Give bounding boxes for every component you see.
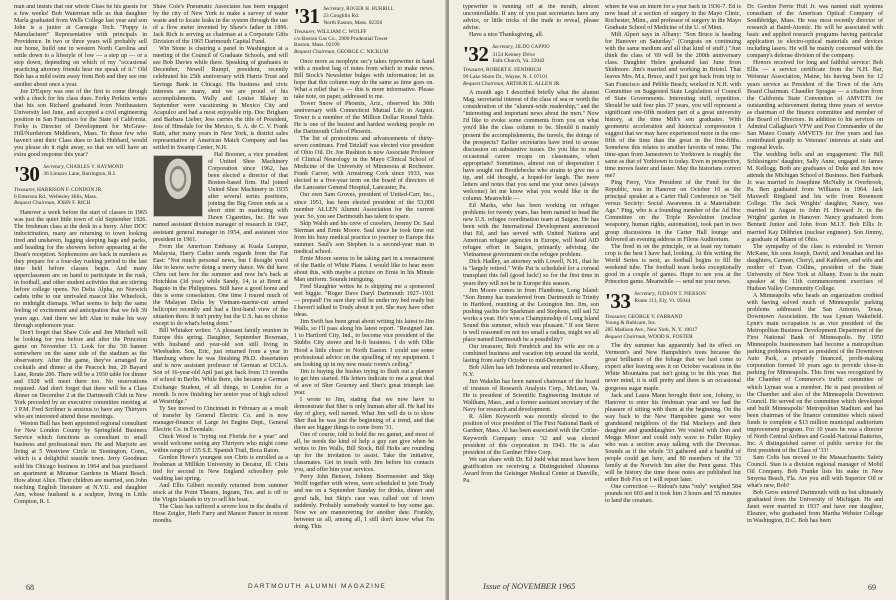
class-header-1933 — [605, 288, 741, 313]
paragraph: Hanover a week before the start of classes in 1965 was just the quiet little town of old September 1926. The freshman class at the desk in a hurry. After DOC indoctrination, many are returning to town looking tired and unshaven, lugging sleeping bags and packs, and heading for the showers before appearing at the Dean's reception. Sophomores are back in numbers as they prepare for a four-day rushing period to the last time held before classes begin. And many upperclassmen are on hand to participate in the rush, in football, and other student activities that are stirring before college opens. No Delta Alpha, no Norwich cadets tribe to our unrivaled mascot like Wheelock, no midnight dismaps. What seems to help the same feeling of excitement and anticipation that we felt 39 years ago. And there we left Alan to make his way through sophomore year. — [14, 209, 147, 329]
paragraph: Win Stone is chairing a panel in Washington at a meeting of the Council of Graduate Schools, and will see Bob Davies while there. Speaking of graduates in December, Newell Rumpf, president, recently celebrated his 25th anniversary with Harris Trust and Savings Bank in Chicago. His business and civic interests are many, and we are proud of his accomplishments. Wally and Louise Blakey in September were vacationing in Mexico City and Acapulco and had a most enjoyable trip. Doc Brigham and Barbara Lieber, Jess carries the title of President, Jess of Hinsdale for the Mexico, S. A. de C. V. Frank Ratti, after many years in New York, is district sales representative of American Match Company and has settled in Swamp Center, N.H. — [153, 46, 288, 151]
class-officers: Secretary, ROGER H. BURRILL 23 Coughlin Rd. North Easton, Mass. 02356 — [323, 6, 395, 26]
paragraph: Jim Swift has been great about writing his latest to Jim Walls, so I'll pass along his latest report. "Resigned Jan. 1 to Hartford City, Ind., to become vice president of the Stubbs City stereo and hi-fi business. I do with Ollie Hood a little closer to North Easton. I could use some professional advice on the upselling of my equipment. I am looking up in my new music room's ceiling." — [294, 319, 434, 368]
bequest-line: Bequest Chairman, GEORGE C. NICKUM — [294, 49, 389, 55]
class-year: '31 — [294, 4, 320, 28]
paragraph: typewriter is running off at the mouth, almost uncontrollable. If any of you past secretaries have any advice, or little tricks of the trade to reveal, please advise. — [463, 4, 599, 32]
paragraph: Bob Allen has left Indonesia and returned to Albany, N.Y. — [463, 365, 599, 379]
bequest-line: Bequest Chairman, WOOD K. FOSTER — [605, 333, 693, 340]
paragraph: Dr. Gordon Ferrie Hull Jr. was named staff systems consultant of the American Optical Company of Southbridge, Mass. He was most recently director of research at Baird-Atomic. He will be associated with basic and applied research programs having particular application to electro-optical materials and devices including lasers. He will be mainly concerned with the company's defense division of the company. — [747, 4, 883, 60]
paragraph: man and insists that our whole Class be his guests for a few weeks! Bob Waterman tells us that daughter Marla graduated from Wells College last year and son John is a junior at Carnegie Tech. "Puppy is Manufacturer" Representative with principals in Providence. In two or three years will probably sell our home, build one in western North Carolina and settle down to a lifestyle of low — a step up — or a step down, depending on which of my "occasional practicing attorney friends hear me speak of it." Old Bob has a mild swim away from Bob and they see one another about once a year. — [14, 4, 147, 88]
class-header-1930 — [14, 162, 147, 187]
paragraph: Our own Sam Groves, president of United-Carr, Inc., since 1951, has been elected president of the 53,000 member ALLEN Alumni Association for the current year. So, you see Dartmouth has talent to spare. — [294, 192, 434, 220]
class-officers: Secretary, CHARLES V. RAYMOND 36 Linnaro Lane, Barrington, R.I. — [43, 164, 124, 178]
paragraph: Weston Bull has been appointed regional consultant for New London County by Springfield Business Service which functions as consultant to small business and professional men. He and Marjorie are living at 5 Westview Circle in Stonington, Conn., which is a delightful seaside town. Jerry Goodman sold his Chicago business in 1964 and has purchased an apartment at Miramar Gardens in Miami Beach. How about Alice. Their children are married, son John teaching English literature at N.Y.U. and daughter Ann, whose husband is a sculptor, living in Little Compton, R. I. — [14, 421, 147, 505]
paragraph: Ed Marks, who has been working on refugee problems for twenty years, has been named to head the new U.S. refugee coordination team at Saigon. He has been with the International Development announced that Ed, and has served with United Nations and American refugee agencies in Europe, will head AID refugee effort in Saigon, primarily advising the Vietnamese government on the refugee problem. — [463, 202, 599, 259]
paragraph: The sympathy of the class is extended to Vernon McKane, his sons Joseph, David, and Jonathan and his daughters, Carmen, Cheryl, and Kathleen, and wife and mother of Evan Collins, president of the State University of New York at Albany. Evan is the main speaker at the 11th commencement exercises of Hudson Valley Community College. — [747, 243, 883, 292]
paragraph: Ernie Moore seems to be taking part in a reenactment of the Battle of White Plains. I would like to hear more about this, with maybe a picture on Ernie in his Minute Man uniform. Sounds intriguing. — [294, 255, 434, 284]
paragraph: Shaw Cole's Pneumatic Associates has been engaged by the city of New York to make a survey of water waste and to locate leaks in the system through the use of a flow meter invented by Shaw's father in 1896. Jack Rich is serving as chairman at a Corporate Gifts Division of the 1965 Dartmouth Capital Fund. — [153, 4, 288, 46]
class-header-1932 — [463, 42, 599, 67]
right-column-2 — [605, 4, 741, 576]
paragraph: Sam Colts has moved to the Massachusetts Safety Council. Stan is a division regional manager of Mobil Oil Company. Bob Franke lists his stake in New Smyrna Beach, Fla. Are you still with Superior Oil or what's new, Bob? — [747, 455, 883, 490]
paragraph: Joe D'Espoy was one of the first to come through with a check for his class dues. Forky Perkins writes that his son Richard graduated from Northeastern University last June, and accepted a civil engineering position in San Francisco for the State of California. Forky is Director of Development for McGraw-Hill/Nurdstrom Middlesex, Mass. To those few who haven't sent their Class dues to Jack Hubbard, would you please do it right away, so that we will have an extra good response this year? — [14, 88, 147, 158]
paragraph: Dick Hadley, an attorney with Lowell, N.H., that he is "largely retired." Wife Pat is scheduled for a corneal transplant this fall (good luck!) so for the first time in years they will not be in Europe this season. — [463, 259, 599, 287]
treasurer-line: Treasurer, GEORGE V. FARRAND — [605, 313, 683, 320]
class-officers: Secretary, JILDO CAPPIO 3154 Kenney Drive Falls Church, Va. 22042 — [492, 44, 550, 65]
class-year: '32 — [463, 42, 489, 67]
paragraph: Chick Wood is "trying out Florida for a year" and would welcome seeing any Thirtyers who might come within range of 135 S.E. Spanish Trail, Boca Raton. — [153, 433, 288, 454]
treasurer-address: c/o Boston Gas Co., 2900 Prudential Tower — [294, 35, 388, 42]
treasurer-address: Young & Rubicam, Inc. — [605, 320, 657, 327]
paragraph: Don't forget that Shaw Cole and Jim Mitchell will be looking for you before and after the Princeton game on November 13. Look for the '30 banner somewhere on the same side of the stadium as the observatory. After the game, they've arranged for cocktails and dinner at the Peacock Inn, 20 Bayard Lane, Route 206. There will be a 1930 table for dinner and 1928 will meet there too. No reservations required. And don't forget that there will be a Class dinner on December 2 at the Dartmouth Club in New York preceded by an executive committee meeting at 3 P.M. Fred Scribner is anxious to have any Thirtyers who are interested attend these meetings. — [14, 329, 147, 421]
paragraph: Have a nice Thanksgiving, all. — [469, 32, 544, 39]
bequest-line: Bequest Chairman, ARTHUR E. ALLEN JR. — [463, 80, 561, 87]
paragraph: Milt Alpert says in Albany: "Son Bruce is heading for Hanover on Saturday." (Congrats on continuing with the same medium and all that kind of stuff.) "Just think the class of '69 will be the 200th anniversary class. Daughter Helen graduated last June from Skidmore. Jim's married and working in Bristol. That leaves Mrs. M.s, Bruce, and I just got back from trip to San Francisco and Pebble Beach; worked in N.H. with Committee on Suggested State Legislation of Council of State Governments. Interesting stuff, repetition. Should be said four plus 37 years, you will represent a significant one-fifth modern part of a great university history, at the time Milt's son graduates. With geometric acceleration and historical compression I suggest that we may have experienced more in the one-fifth of the time than the great in the first-fifths. Somehow this relates to another favorite of mine. The time-span from Jamestown to Yorktown is roughly the same as that of Yorktown to today. Even in perspective, time moves faster and faster. May the historians correct me? — [605, 32, 741, 180]
class-officers: Secretary, JUDSON T. PIERSON Route 113, Ely, Vt. 05044 — [634, 290, 706, 305]
treasurer-line: Treasurer, WILLIAM C. WOLFF — [294, 29, 367, 36]
paragraph: The fired in on the principle, or at least my tomato crop is the best I have had, looking. At this writing the World Series is next, as football begins to fill the weekend tube. The football team looks exceptionally good in a couple of games. Hope to see you at the Princeton game. Meanwhile — send me your news. — [605, 243, 741, 285]
paragraph: Ping Ferry, Vice President of the Fund for the Republic, was in Hanover on October 10 as the principal speaker at a Carter Hall Conference on "Self versus Society: Social Awareness in a Materialistic Age." Ping, who is a founding member of the Ad Hoc Committee on the Triple Revolution (nuclear weaponry, human rights, automation), took part in two group discussions in the Carter Hall lounge and delivered an evening address in Filene Auditorium. — [605, 180, 741, 243]
treasurer-address: 6 Emerson Rd., Wellesley Hills, Mass. — [14, 193, 98, 200]
paragraph: Perry John Benson, Johnny Boermeester and Skip Wolff together with wives, were scheduled to join Trudy and me on a September Sunday for drinks, dinner and good talk, but Skip's case was called out of town suddenly. Probably somebody wanted to buy some gas. Now we are maneuvering for another date. Frankly, between us all, among all, I still don't know what I'm doing. This — [294, 474, 434, 530]
treasurer-address: Boston, Mass. 02199 — [294, 42, 340, 49]
issue-date-footer: Issue of NOVEMBER 1965 — [483, 581, 576, 591]
right-page — [449, 0, 896, 600]
paragraph: Ty See moved to Cincinnati in February as a result of transfer by General Electric Co. and is now manager-finance of Large Jet Engine Dept., General Electric Co. in Evendale. — [153, 405, 288, 433]
page-number-right: 69 — [868, 583, 876, 592]
paragraph: The wedding bells and an engagement: The Bill Schlesingers' daughter, Sally Anne, engaged to James M. Kellogg. Both are graduates of Duke and Jim now attends the Michigan School of Business. Ben Fairbank Jr. was married to Josephine McNulty in Overbrook, Pa. Ben graduated from Williams in 1964. Jack Maxwell Ringland and his wife from Rosemont College. The Jack Wrights' daughter, Nancy, was married in August to John H. Howard Jr. in the Wrights' garden in Hanover. Nancy graduated from Bennett Junior and John from M.I.T. Bob Ellis Jr. married Kay Dilthrien (nuclear engineer). Son Jimmy, a graduate of Miami of Ohio. — [747, 151, 883, 243]
left-page — [0, 0, 447, 600]
paragraph: A month ago I described briefly what the alumni Mag. secretarial interest of the class of sea or worth the consideration of the "alumni-wide readership," and the "interesting and important news about the men." Now I'd like to evoke some comments from you on what you'd like the class column to be. Should it mainly present the accomplishments, the travels, the doings of the prospects? Earlier secretaries have tried to arouse discussion on substantive issues. Do you like to read occasional career recaps on classmates, when appropriate? Sometimes, almost out of desperation I have sought out Bootlebecke who strains to give me a tip, and old thought, a hoped-for laugh. The more letters and notes that you send me your news (always welcome) let me know what you would like in the column. Meanwhile — — [463, 90, 599, 202]
treasurer-address: 99 Lake Shore Dr., Wayne, N. J. 07101 — [463, 74, 548, 81]
class-header-1931 — [294, 6, 434, 26]
left-column-1 — [14, 4, 147, 576]
class-year: '30 — [14, 162, 40, 187]
paragraph: Skip Walsh and his crew of crawlers, Jeremy Dr. Saul Sterman and Ernie Moore. Saul since he took time out from his busy medical practice to journey to Europe this summer. Saul's son Stephen is a second-year man in medical school. — [294, 220, 434, 255]
paragraph: From the American Embassy at Kuala Lumpur, Malaysia, Harry Cadier sends regards from the Far East: "Not much personal news, but I thought you'd like to know we're doing a merry dance. We did have Chris out here for the summer and now he's back at Hotchkiss (3d year) while Sandy, 14, is at Brent at Baguio in the Philippines. Still have a good home and this is some consolation. One time I toured much of the Malayan Delta by Vietnam-marine-cut armed helicopter recently and had a first-hand view of the situation there. It isn't pretty but the U.S. has no choice except to do what's being done." — [153, 243, 288, 328]
treasurer-line: Treasurer, ROBERT E. FENDRICH — [463, 67, 542, 74]
paragraph: Jack and Laura Mann brought their son, Johnny, to Hanover to enter his freshman year and we had the pleasure of sitting with them at the beginning. On the way back to the New Hampshire game we were grandstand neighbors of the Hal Mackeys and their daughter and granddaughter. We visited with Don and Meggs Mixer and could only wave to Fuller Ripley who was a section away talking with the Drevenas. Sounds as if the whole '33 gathered and a handful of people could get here, and 80 members of the '33 family at the Norwich Inn after the Penn game. This will be history the time these notes are published but either Bob Fox or I will report later. — [605, 392, 741, 484]
paragraph: The dry summer has apparently had its effect on Vermont's and New Hampshire's trees because the great brilliance of the foliage that we had come to expect after leaving sees it on October vacations in the White Mountains just isn't going to be this year. But never mind, it is still pretty and there is an occasional gorgeous sugar maple. — [605, 343, 741, 392]
paragraph: Our treasurer, Bob Fendrich and his wife are on a combined business and vacation trip around the world, lasting from early October to mid-December. — [463, 343, 599, 365]
paragraph: Fred Slaughter writes he is shipping me a sponsored wet biggie. "Roger Dave Daryl Dartmouth 1927–1931 — prepaid! I'm sure they will be under my bed ready but I haven't talked to Trudy about it yet. She may have other ideas. — [294, 284, 434, 319]
paragraph: Jim is buying the hushes trying to flush out a planner to get him started. His letters indicate to me a great deal of awe of Sher Gourney and Sher's great triumph last year. — [294, 368, 434, 396]
paragraph: Jim Wakelin has been named chairman of the board of trustees of Research Analysis Corp., McLean, Va. He is president of Scientific Engineering Institute of Waltham, Mass., and a former assistant secretary of the Navy for research and development. — [463, 379, 599, 414]
paragraph: Honors received for long and faithful service: Bob Ellis — a service certificate from the N.H. Bar, Weismar Association, Maine, his having been for 12 years service as President of the Town of the Arts Board Chairman. Chandler Sprague — a citation from the California State Convention of AMVETS for outstanding achievement during three years of service as chairman of the finance committee and member of the Board of Directors. In addition to his services on Admiral Callaghan's VFW and Post Commander of the San Mateo County AMVETS for five years and has contributed greatly to Veterans' interests at state and regional levels. — [747, 60, 883, 151]
paragraph: We can share with Dr. Ed Judd what must have been gratification on receiving a Distinguished Alumnus Award from the Geisinger Medical Center at Danville, Pa. — [463, 456, 599, 484]
bequest-line: Bequest Chairman, JOHN F. RICH — [14, 200, 91, 207]
paragraph: A Minneapolis who heads an organization credited with having solved much of Minneapolis' parking problems addressed the San Antonio, Texas, Downtown Association. He was Lyman Wakefield. Lynn's main occupation is as vice president of the Metropolitan Business Development Department of the First National Bank of Minneapolis. By 1950 Minneapolis businessmen had become a metropolitan parking problems expert as president of the Downtown Auto Park, a privately financed, profit-making corporation formed 10 years ago to provide close-in parking for Minneapolis. This firm was recognized by the Chamber of Commerce's traffic committee of which Lyman was a member. He is past president of the Chamber and also of the Minneapolis Downtown Council. He served on the committee which developed and built Minneapolis' Metropolitan Stadium and has been chairman of the finance committee which raised funds to complete a $13 million municipal auditorium improvement program. For 10 years he was a director of North Central Airlines and Gould-National Batteries, Inc. A distinguished career of public service for the first president of the Class of '33! — [747, 292, 883, 454]
treasurer-line: Treasurer, HARRISON F. CONDON JR. — [14, 187, 103, 194]
paragraph: Jim Moore comes in from Flandome, Long Island: "Son Jimmy has transferred from Dartmouth to Trinity in Hartford, reuniting at the Lexington Inn. Jim, son pushing yachts for Sparkman and Stephens, still sail 52 works a year. He's won a Championship of Long Island Sound this summer, which was pleasant." If son Steve is well reasoned on not too small a radius, might we all place named Dartmouth be a possibility? — [463, 287, 599, 343]
paragraph: where he was an intern for a year back in 1936-7. Ed is now head of a section of surgery in the Mayo Clinic, Rochester, Minn., and professor of surgery in the Mayo Graduate School of Medicine of the U. of Minn. — [605, 4, 741, 32]
paragraph: Gordon Howe's youngest son Chris is enrolled as a freshman at Millikin University in Decatur, Ill. Chris tied for second in New England schoolboy pole vaulting last spring. — [153, 455, 288, 483]
paragraph: Bill Whitaker writes: "A pleasant family reunion in Europe this spring. Daughter, September Bowman, with husband and year-old son still living in Wiesbaden. Son, Eric, just returned from a year in Hamburg where he was finishing Ph.D. dissertation and is now assistant professor of German at UCLA. Son of 16-year-old Apil just got back from 13 months of school in Berlin. While there, she became a German Exchange Student, of all things, to London for a month. Is now finishing her senior year of high school at Westridge." — [153, 328, 288, 405]
class-year: '33 — [605, 288, 631, 313]
paragraph: Bob Grow entered Dartmouth with us but ultimately graduated from the University of Michigan. He and Janet were married in 1937 and have one daughter, Eleanor, who graduated from Martha Webster College in Washington, D.C. Bob has been — [747, 490, 883, 525]
left-column-3 — [294, 4, 434, 576]
treasurer-address: 285 Madison Ave., New York, N. Y. 10017 — [605, 327, 698, 334]
magazine-title-footer: DARTMOUTH ALUMNI MAGAZINE — [248, 583, 387, 590]
paragraph: I wrote to Jim, stating that we now have to demonstrate that Sher is only human after all. He had his day of glory, well earned. What Jim will do is to show Sher that he was just the beginning of a trend, and that there are bigger things to come from '31. — [294, 396, 434, 432]
portrait-photo — [153, 155, 203, 217]
right-column-1 — [463, 4, 599, 576]
paragraph: Tower Snow of Phoenix, Ariz., observed his 30th anniversary with Connecticut Mutual Life in August. Tower is a member of the Million Dollar Round Table. He is one of the busiest and hardest working people on the Dartmouth Club of Phoenix. — [294, 100, 434, 136]
paragraph: The list of promotions and advancements of thirty-seven continues. Fred Tetzlaff was elected vice president of Ohio Oil. Dr. Joe Rushton is now Associate Professor of Clinical Neurology in the Mayo Clinical School of Medicine of the University of Minnesota at Rochester. Frank Carver, with Armstrong Cork since 1933, was elected to a five-year term on the board of directors of the Lancaster General Hospital, Lancaster, Pa. — [294, 136, 434, 192]
paragraph: One of course, told to hold the res gamet, and most of all, he needs the kind of help a guy can give when he writes to Jim Walls, Bill Stock, Bill Holts are rounding up for the invitation to assist. Take the initiative, classmates. Get in touch with Jim before his contacts you, and offer him your services. — [294, 432, 434, 474]
paragraph: The Class has suffered a severe loss in the deaths of Hose Zeigler, Herb Farry and Mancer Pancer in recent months. — [153, 504, 288, 525]
paragraph: One correction — Ridout's tuna "only" weighed 584 pounds not 603 and it took him 3 hours and 55 minutes to land the creature. — [605, 484, 741, 505]
page-number-left: 68 — [26, 583, 34, 592]
paragraph: R. Allen Keyworth was recently elected to the position of vice president of The First National Bank of Gardner, Mass. Al has been associated with the Critler-Keyworth Company since '32 and was elected president of this corporation in 1943. He is also president of the Gardner Fibre Corp. — [463, 414, 599, 456]
left-column-2 — [153, 4, 288, 576]
right-column-3 — [747, 4, 883, 576]
paragraph: Once more as neophyte sec'y takes typewriter in hand with a modest bag of notes from which to make news. Bill Stock's Newsletter bulges with information; let us hope that this column may do the same as time goes on. What a relief that is — this is more informative. Please take note, on paper, addressed to me. — [294, 58, 434, 100]
paragraph: And Ellis Gilbert recently returned from summer stock at the Point Theatre, Ingram, Tex. and is off to the Virgin Islands to try to sell his boat. — [153, 483, 288, 504]
paragraph: Hal Boomer, a vice president of United Shoe Machinery Corporation since 1962, has been elected a director of that Boston-based firm. Hal joined United Shoe Machinery in 1935 after several series positions, joining the Big Green ends as a short stint in marketing with Dawn Cigarettes, Inc. He was named assistant division manager of research in 1947, assistant general manager in 1954, and assistant vice president in 1961. — [153, 151, 288, 243]
